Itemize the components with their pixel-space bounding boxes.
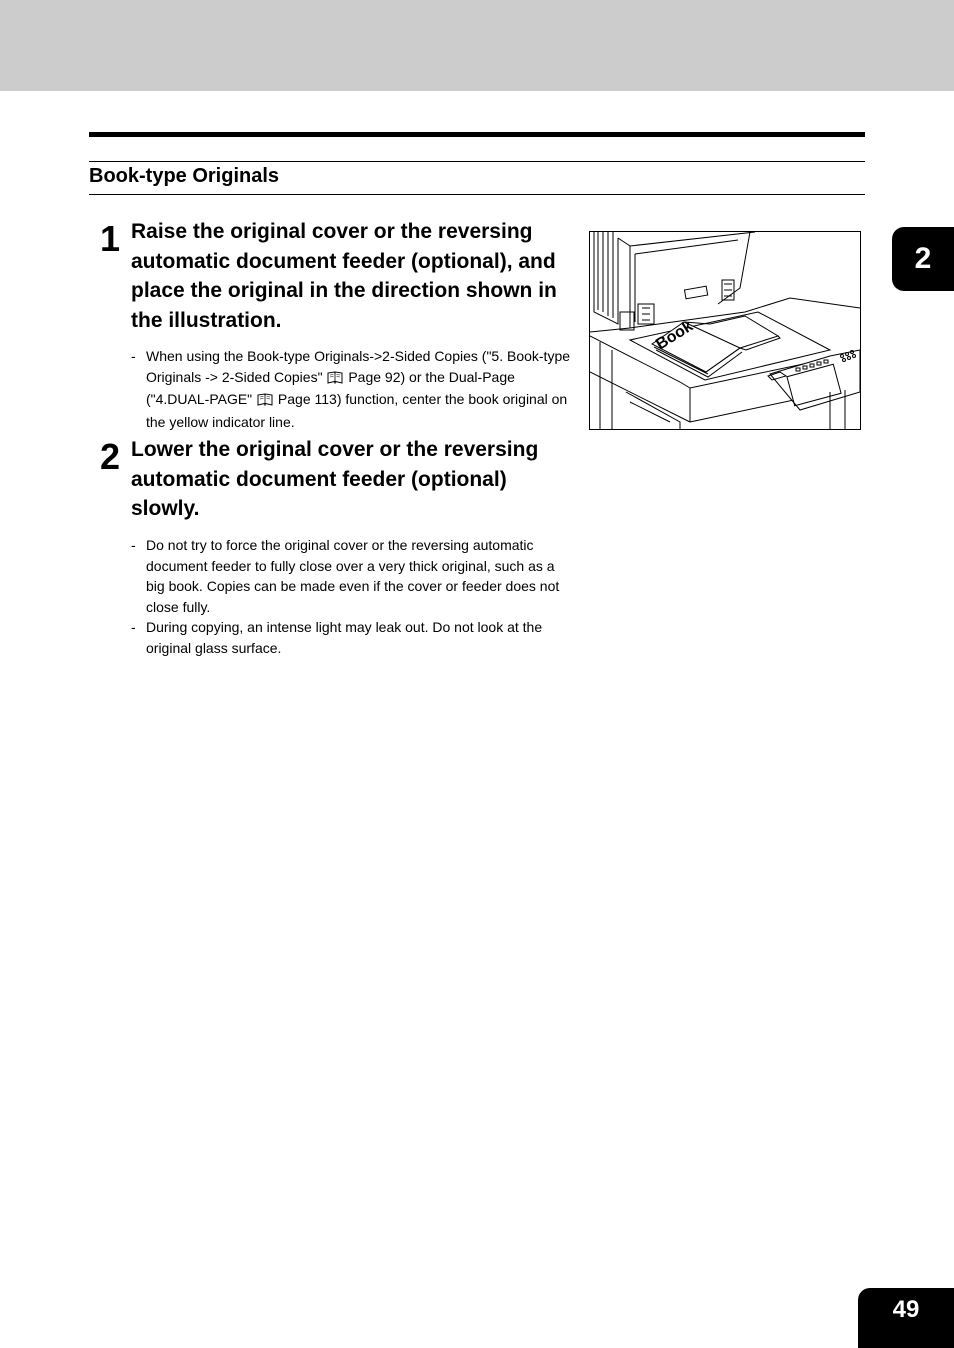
copier-illustration	[589, 231, 861, 430]
chapter-tab[interactable]: 2	[892, 227, 954, 291]
note-text-part-3: Page 113) function, center the book original on the yellow indicator line.	[146, 391, 568, 430]
book-reference-icon	[327, 369, 343, 390]
step-2-note	[131, 617, 571, 658]
section-rule-bottom	[89, 194, 865, 195]
step-2-note	[131, 535, 571, 617]
note-text: Do not try to force the original cover or the reversing automatic document feeder to fully close over a very thick original, such as a big book. Copies can be made even if the cover or feeder does not close fully.	[146, 537, 560, 615]
section-rule-top	[89, 161, 865, 162]
step-1-text: Raise the original cover or the reversing automatic document feeder (optional), and place the original in the direction shown in the illustration.	[131, 220, 557, 332]
note-text: During copying, an intense light may leak out. Do not look at the original glass surface.	[146, 619, 543, 656]
step-2-notes	[131, 535, 571, 658]
step-1-notes	[131, 346, 571, 432]
page-number: 49	[858, 1288, 954, 1348]
book-reference-icon	[257, 391, 273, 412]
note-text-part-1: When using the Book-type Originals->2-Sided Copies ("5. Book-type Originals -> 2-Sided Copies"	[146, 348, 571, 385]
top-rule	[89, 132, 865, 137]
section-title: Book-type Originals	[89, 165, 280, 187]
step-1-note	[131, 346, 571, 432]
step-1-number: 1	[100, 218, 121, 259]
step-2-text: Lower the original cover or the reversing automatic document feeder (optional) slowly.	[131, 438, 539, 520]
note-dash: -	[131, 619, 136, 635]
step-2-number: 2	[100, 436, 121, 477]
copier-drawing	[590, 232, 860, 429]
note-text-part-2: Page 92) or the Dual-Page ("4.DUAL-PAGE"	[146, 368, 515, 407]
header-band	[0, 0, 954, 91]
note-dash: -	[131, 537, 136, 553]
book-label: Book	[653, 317, 697, 354]
note-dash: -	[131, 348, 136, 364]
